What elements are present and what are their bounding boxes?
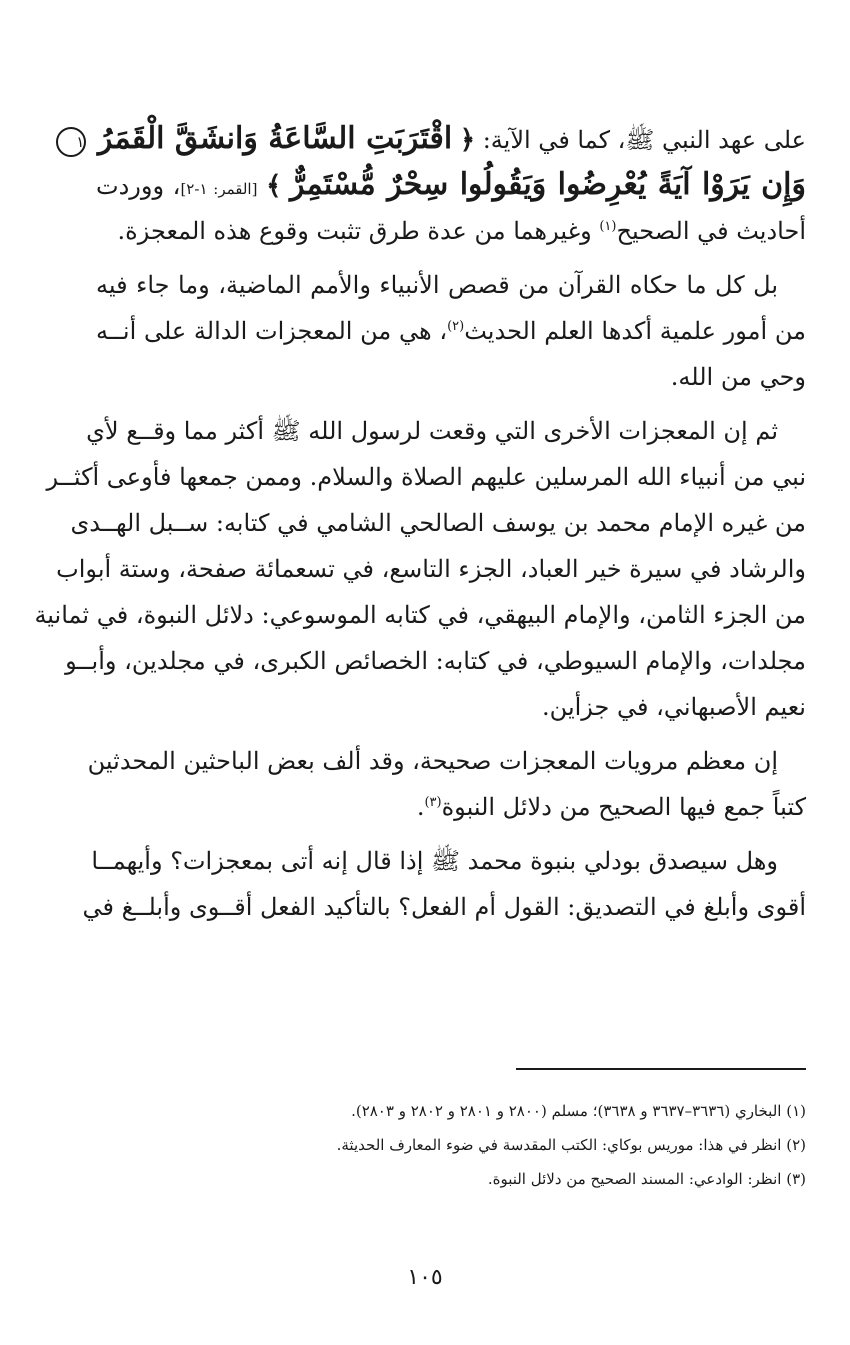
quran-verse: اقْتَرَبَتِ السَّاعَةُ وَانشَقَّ الْقَمَرُ [97,121,453,156]
text-line-12: مجلدات، والإمام السيوطي، في كتابه: الخصائص الكبرى، في مجلدين، وأبــو [65,647,806,675]
text-line-17: أقوى وأبلغ في التصديق: القول أم الفعل؟ بالتأكيد الفعل أقــوى وأبلــغ في [82,893,806,921]
text-segment: . [416,793,425,821]
text-segment: ، ووردت [96,172,181,200]
footnotes [96,1094,806,1196]
text-line-7: ثم إن المعجزات الأخرى التي وقعت لرسول الله ﷺ أكثر مما وقــع لأي [86,417,778,445]
text-segment: أحاديث في الصحيح [616,217,806,245]
quran-bracket-open: ﴿ [459,125,476,155]
text-line-4: بل كل ما حكاه القرآن من قصص الأنبياء والأمم الماضية، وما جاء فيه [96,271,778,299]
footnote-2: (٢) انظر في هذا: موريس بوكاي: الكتب المقدسة في ضوء المعارف الحديثة. [336,1136,806,1154]
text-segment: وغيرهما من عدة طرق تثبت وقوع هذه المعجزة. [117,217,600,245]
text-line-3 [96,208,806,254]
quran-reference: [القمر: ١-٢] [180,180,258,198]
text-line-1 [76,116,806,162]
text-segment: على عهد النبي ﷺ، كما في الآية: [475,126,806,154]
footnote-separator [516,1068,806,1070]
text-line-10: والرشاد في سيرة خير العباد، الجزء التاسع، في تسعمائة صفحة، وستة أبواب [56,555,806,583]
text-segment: ، هي من المعجزات الدالة على أنــه [96,317,448,345]
text-line-15 [96,784,806,830]
page-number: ١٠٥ [407,1265,443,1290]
text-line-13: نعيم الأصبهاني، في جزأين. [542,693,806,721]
text-segment: من أمور علمية أكدها العلم الحديث [464,317,807,345]
text-line-6: وحي من الله. [670,363,806,391]
quran-bracket-close: ﴾ [266,171,282,201]
verse-number: ١ [56,127,86,157]
footnote-ref[interactable]: (٣) [424,795,442,810]
text-line-11: من الجزء الثامن، والإمام البيهقي، في كتابه الموسوعي: دلائل النبوة، في ثمانية [34,601,806,629]
text-line-2 [96,162,806,208]
footnote-3: (٣) انظر: الوادعي: المسند الصحيح من دلائل النبوة. [487,1170,806,1188]
text-line-14: إن معظم مرويات المعجزات صحيحة، وقد ألف بعض الباحثين المحدثين [87,747,778,775]
text-line-5 [96,308,806,354]
text-line-8: نبي من أنبياء الله المرسلين عليهم الصلاة والسلام. وممن جمعها فأوعى أكثــر [46,463,806,491]
footnote-ref[interactable]: (٢) [447,319,465,334]
footnote-ref[interactable]: (١) [599,219,617,234]
quran-verse: وَإِن يَرَوْا آيَةً يُعْرِضُوا وَيَقُولُوا سِحْرٌ مُّسْتَمِرٌّ [289,167,806,202]
text-line-16: وهل سيصدق بودلي بنبوة محمد ﷺ إذا قال إنه أتى بمعجزات؟ وأيهمــا [91,847,778,875]
text-segment: كتباً جمع فيها الصحيح من دلائل النبوة [441,793,806,821]
footnote-1: (١) البخاري (٣٦٣٦–٣٦٣٧ و ٣٦٣٨)؛ مسلم (٢٨٠٠ و ٢٨٠١ و ٢٨٠٢ و ٢٨٠٣). [351,1102,806,1120]
main-text [34,116,807,930]
text-line-9: من غيره الإمام محمد بن يوسف الصالحي الشامي في كتابه: ســبل الهــدى [70,509,806,537]
